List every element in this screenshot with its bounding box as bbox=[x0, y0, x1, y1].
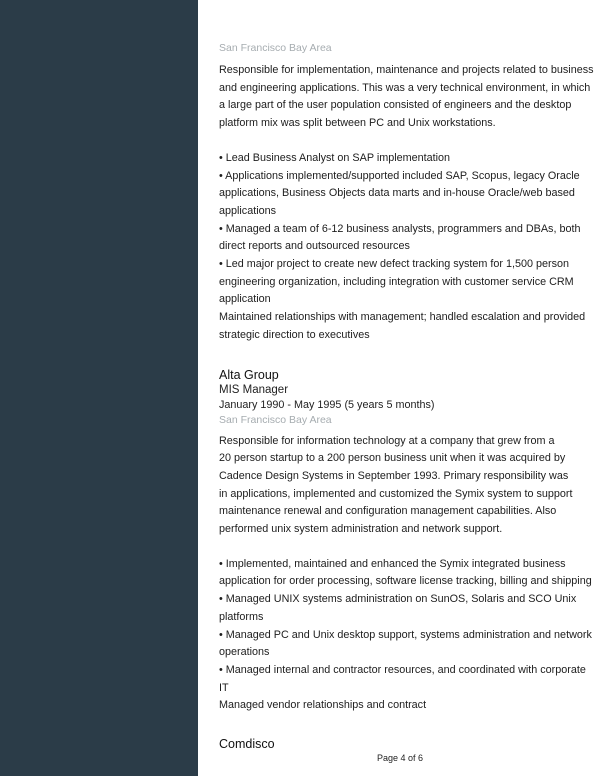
job-description bbox=[219, 62, 594, 133]
text-line: Managed vendor relationships and contract bbox=[219, 699, 427, 712]
text-line: • Managed PC and Unix desktop support, systems administration and network bbox=[219, 628, 592, 641]
text-line: • Managed internal and contractor resources, and coordinated with corporate bbox=[219, 663, 586, 676]
text-line: strategic direction to executives bbox=[219, 328, 370, 341]
text-line: Responsible for implementation, maintenance and projects related to business bbox=[219, 64, 594, 76]
job-location: San Francisco Bay Area bbox=[219, 413, 332, 426]
sidebar-panel bbox=[0, 0, 198, 776]
job-entry bbox=[219, 736, 581, 752]
text-line: maintenance renewal and configuration management capabilities. Also bbox=[219, 505, 557, 518]
company-name: Comdisco bbox=[219, 737, 275, 752]
text-line: platforms bbox=[219, 610, 264, 623]
text-line: • Managed a team of 6-12 business analysts, programmers and DBAs, both bbox=[219, 222, 581, 235]
job-bullets bbox=[219, 150, 586, 345]
job-description bbox=[219, 433, 581, 539]
text-line: applications, Business Objects data marts and in-house Oracle/web based bbox=[219, 187, 575, 200]
text-line: application bbox=[219, 293, 271, 306]
text-line: • Led major project to create new defect tracking system for 1,500 person bbox=[219, 258, 570, 271]
job-bullets bbox=[219, 556, 592, 715]
text-line: • Implemented, maintained and enhanced the Symix integrated business bbox=[219, 557, 566, 570]
job-title: MIS Manager bbox=[219, 383, 289, 396]
text-line: 20 person startup to a 200 person business unit when it was acquired by bbox=[219, 452, 566, 465]
text-line: • Lead Business Analyst on SAP implementation bbox=[219, 151, 451, 164]
resume-content bbox=[219, 40, 594, 752]
text-line: application for order processing, software license tracking, billing and shipping bbox=[219, 575, 592, 588]
job-entry bbox=[219, 40, 594, 345]
text-line: performed unix system administration and network support. bbox=[219, 523, 503, 536]
text-line: Responsible for information technology at a company that grew from a bbox=[219, 434, 555, 447]
text-line: • Managed UNIX systems administration on SunOS, Solaris and SCO Unix bbox=[219, 593, 577, 606]
text-line: a large part of the user population consisted of engineers and the desktop bbox=[219, 99, 572, 112]
text-line: operations bbox=[219, 646, 270, 659]
text-line: platform mix was split between PC and Unix workstations. bbox=[219, 117, 496, 130]
text-line: IT bbox=[219, 681, 229, 694]
company-name: Alta Group bbox=[219, 367, 279, 382]
job-dates: January 1990 - May 1995 (5 years 5 months) bbox=[219, 398, 435, 411]
text-line: • Applications implemented/supported included SAP, Scopus, legacy Oracle bbox=[219, 169, 580, 182]
page-number: Page 4 of 6 bbox=[376, 753, 424, 763]
text-line: Maintained relationships with management; handled escalation and provided bbox=[219, 311, 586, 324]
text-line: engineering organization, including integration with customer service CRM bbox=[219, 275, 574, 288]
job-entry bbox=[219, 367, 592, 716]
text-line: Cadence Design Systems in September 1993. Primary responsibility was bbox=[219, 469, 569, 482]
text-line: applications bbox=[219, 204, 277, 217]
text-line: direct reports and outsourced resources bbox=[219, 240, 410, 253]
job-location: San Francisco Bay Area bbox=[219, 42, 332, 54]
text-line: in applications, implemented and customized the Symix system to support bbox=[219, 487, 573, 500]
text-line: and engineering applications. This was a very technical environment, in which bbox=[219, 81, 591, 94]
